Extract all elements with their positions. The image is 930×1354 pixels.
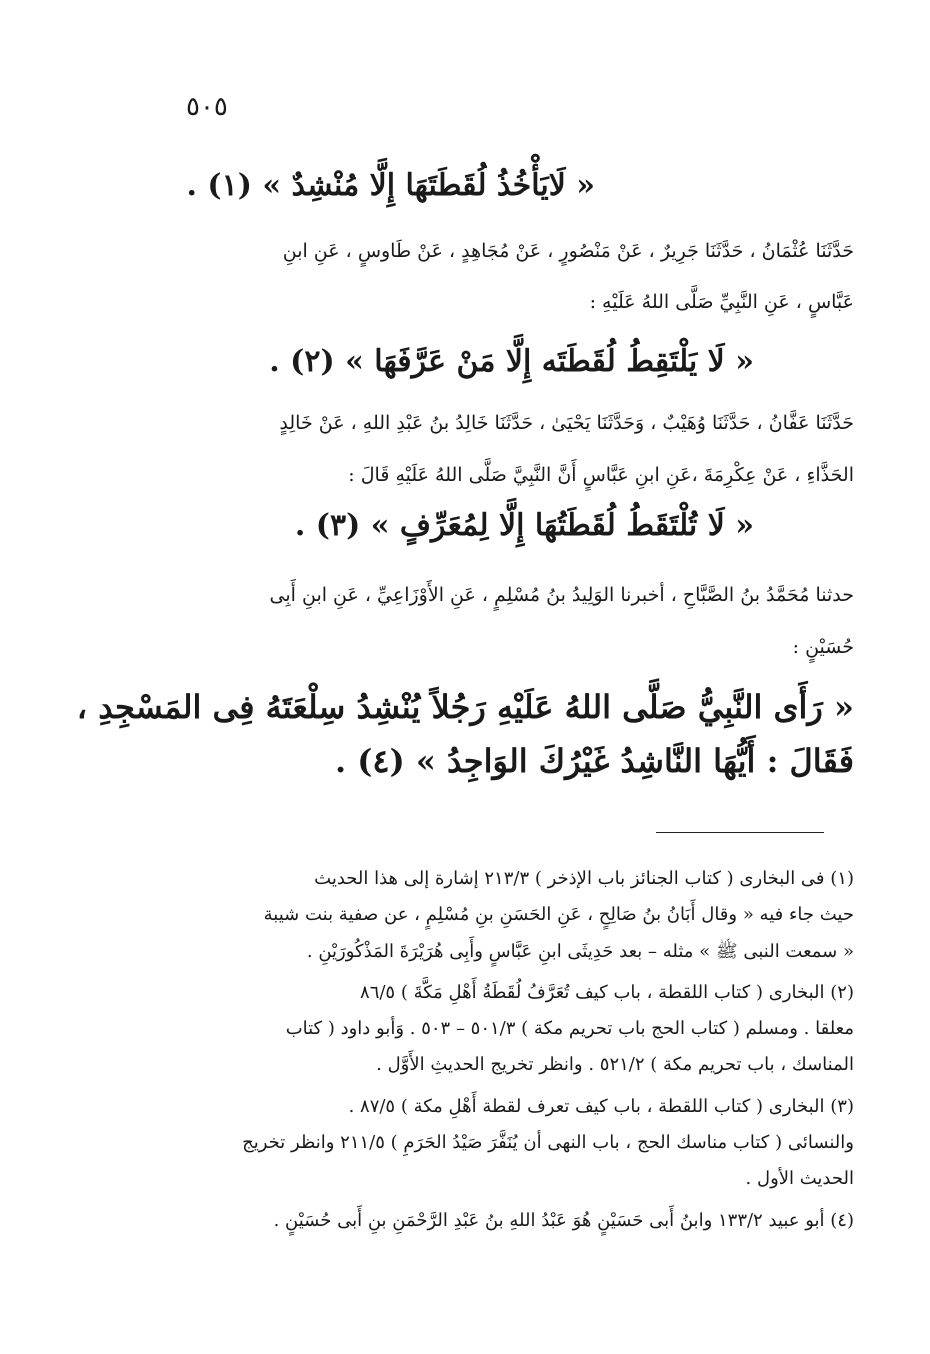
isnad-2-line-2: عَبَّاسٍ ، عَنِ النَّبِيِّ صَلَّى اللهُ عَلَيْهِ :	[589, 291, 854, 313]
footnote-line: (٢) البخارى ( كتاب اللقطة ، باب كيف تُعَرَّفُ لُقَطَةُ أَهْلِ مَكَّةَ ) ٨٦/٥	[360, 982, 854, 1003]
footnote-line: (٣) البخارى ( كتاب اللقطة ، باب كيف تعرف لقطة أَهْلِ مكة ) ٨٧/٥ .	[348, 1096, 854, 1117]
footnote-line: « سمعت النبى ﷺ » مثله – بعد حَدِيثَى ابنِ عَبَّاسٍ وأَبِى هُرَيْرَةَ المَذْكُورَيْنِ .	[306, 941, 854, 962]
footnote-line: معلقا . ومسلم ( كتاب الحج باب تحريم مكة ) ٥٠١/٣ – ٥٠٣ . وَأبو داود ( كتاب	[285, 1018, 854, 1039]
isnad-2-line-1: حَدَّثَنَا عُثْمَانُ ، حَدَّثَنَا جَرِيرٌ ، عَنْ مَنْصُورٍ ، عَنْ مُجَاهِدٍ ، عَنْ طَاوسٍ ، عَنِ ابنِ	[282, 240, 854, 262]
footnote-line: المناسك ، باب تحريم مكة ) ٥٢١/٢ . وانظر تخريج الحديثِ الأَوَّل .	[376, 1054, 854, 1075]
hadith-2: « لَا يَلْتَقِطُ لُقَطَتَه إِلَّا مَنْ عَرَّفَهَا » (٢) .	[269, 344, 754, 379]
hadith-4-line-1: « رَأَى النَّبِيُّ صَلَّى اللهُ عَلَيْهِ رَجُلاً يُنْشِدُ سِلْعَتَهُ فِى المَسْجِدِ ،	[76, 688, 854, 726]
page-number: ٥٠٥	[186, 92, 228, 122]
hadith-1: « لَايَأْخُذُ لُقَطَتَهَا إِلَّا مُنْشِدٌ » (١) .	[186, 168, 595, 203]
isnad-4-line-2: حُسَيْنٍ :	[792, 636, 854, 658]
hadith-3: « لَا تُلْتَقَطُ لُقَطَتُهَا إِلَّا لِمُعَرِّفٍ » (٣) .	[294, 508, 754, 543]
isnad-4-line-1: حدثنا مُحَمَّدُ بنُ الصَّبَّاحِ ، أخبرنا الوَلِيدُ بنُ مُسْلِمٍ ، عَنِ الأَوْزَاعِيِّ ، عَنِ ابنِ أَبِى	[269, 584, 854, 606]
footnote-line: الحديث الأول .	[745, 1168, 854, 1189]
footnote-separator	[656, 832, 824, 833]
footnote-line: (٤) أبو عبيد ١٣٣/٢ وابنُ أَبى حَسَيْنٍ هُوَ عَبْدُ اللهِ بنُ عَبْدِ الرَّحْمَنِ بنِ أَبى حُسَيْنٍ .	[273, 1210, 854, 1231]
isnad-3-line-2: الحَذَّاءِ ، عَنْ عِكْرِمَةَ ،عَنِ ابنِ عَبَّاسٍ أَنَّ النَّبِيَّ صَلَّى اللهُ عَلَيْهِ قَالَ :	[348, 464, 854, 486]
footnote-line: (١) فى البخارى ( كتاب الجنائز باب الإذخر ) ٢١٣/٣ إشارة إلى هذا الحديث	[314, 868, 854, 889]
footnote-line: والنسائى ( كتاب مناسك الحج ، باب النهى أن يُنَفَّرَ صَيْدُ الحَرَمِ ) ٢١١/٥ وانظر تخريج	[242, 1132, 854, 1153]
isnad-3-line-1: حَدَّثَنَا عَفَّانُ ، حَدَّثَنَا وُهَيْبٌ ، وَحَدَّثَنَا يَحْيَىٰ ، حَدَّثَنَا خَالِدُ بنُ عَبْدِ اللهِ ، عَنْ خَالِدٍ	[279, 412, 854, 434]
footnote-line: حيث جاء فيه « وقال أَبَانُ بنُ صَالِحٍ ، عَنِ الحَسَنِ بنِ مُسْلِمٍ ، عن صفية بنت شيبة	[263, 904, 854, 925]
hadith-4-line-2: فَقَالَ : أَيُّهَا النَّاشِدُ غَيْرُكَ الوَاجِدُ » (٤) .	[334, 742, 854, 780]
